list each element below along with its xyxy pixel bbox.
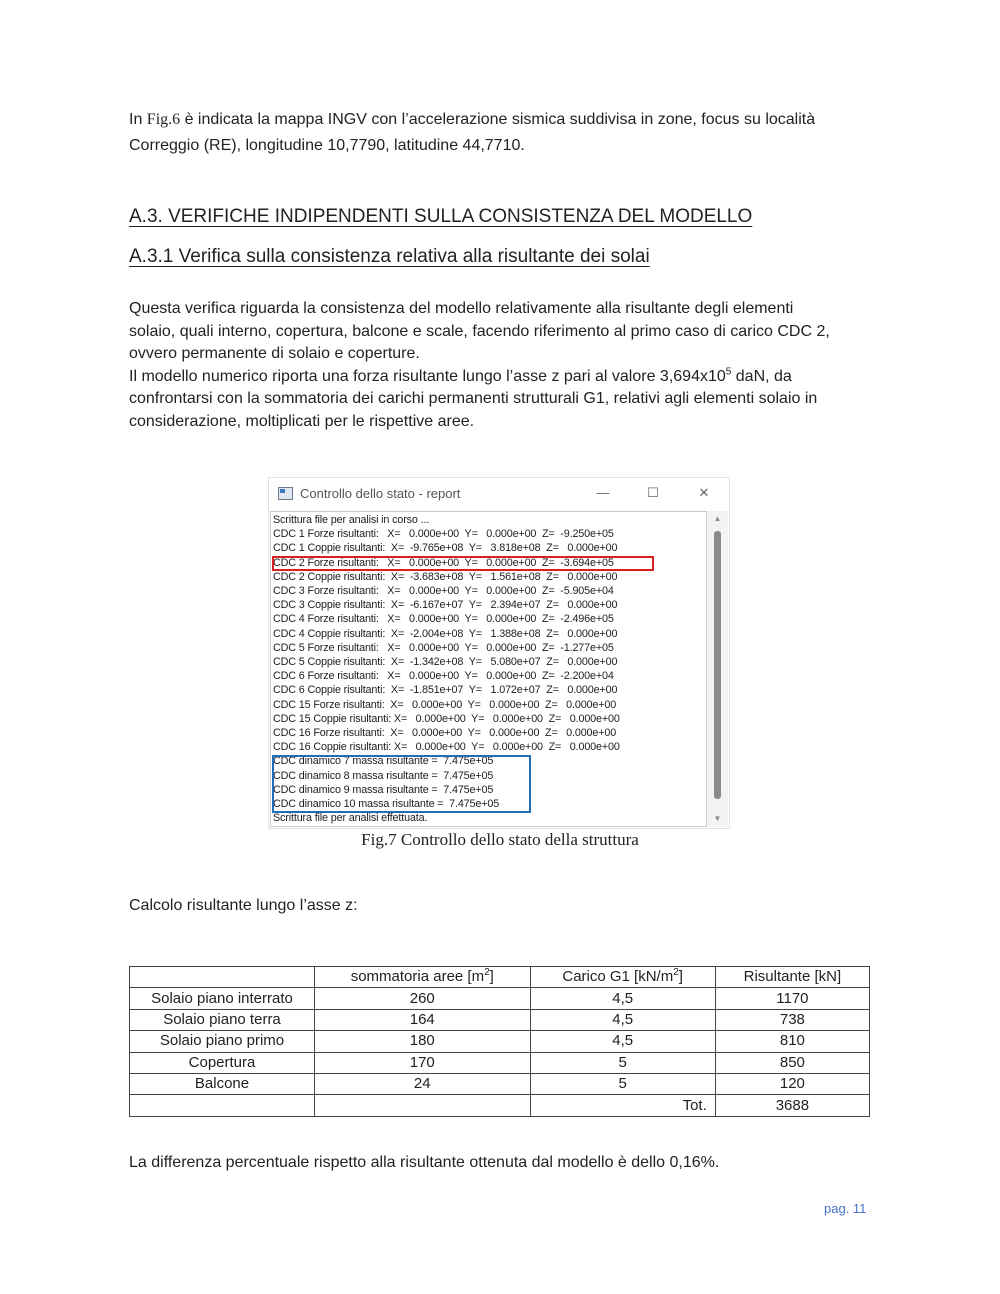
table-header-row [130,967,870,988]
figure-caption: Fig.7 Controllo dello stato della struttura [361,830,639,849]
report-line: CDC 15 Coppie risultanti: X= 0.000e+00 Y= 0.000e+00 Z= 0.000e+00 [273,712,620,725]
report-line: Scrittura file per analisi in corso ... [273,514,430,526]
report-line: CDC 5 Forze risultanti: X= 0.000e+00 Y= 0.000e+00 Z= -1.277e+05 [273,641,614,654]
table-cell: 164 [315,1009,531,1030]
page-number: pag. 11 [824,1201,867,1216]
paragraph-line: considerazione, moltiplicati per le rispettive aree. [129,412,475,430]
report-line: CDC 6 Forze risultanti: X= 0.000e+00 Y= 0.000e+00 Z= -2.200e+04 [273,670,614,683]
table-cell [130,1095,315,1116]
highlight-dynamic-mass [272,755,531,813]
report-line: CDC dinamico 7 massa risultante = 7.475e+05 [273,755,494,768]
report-line: CDC 15 Forze risultanti: X= 0.000e+00 Y= 0.000e+00 Z= 0.000e+00 [273,698,617,711]
table-cell: 120 [715,1073,869,1094]
table-cell: 5 [530,1052,715,1073]
table-cell: Balcone [130,1073,315,1094]
table-cell: 4,5 [530,988,715,1009]
table-row [130,1052,870,1073]
report-line: Scrittura file per analisi effettuata. [273,812,428,825]
table-cell [315,1095,531,1116]
table-cell: 4,5 [530,1009,715,1030]
table-cell: 4,5 [530,1031,715,1052]
table-header-cell: sommatoria aree $[m^2]$ [315,967,531,988]
report-line: CDC 4 Coppie risultanti: X= -2.004e+08 Y= 1.388e+08 Z= 0.000e+00 [273,627,618,640]
report-line: CDC dinamico 10 massa risultante = 7.475e+05 [273,798,500,810]
table-row [130,1009,870,1030]
paragraph-line: Il modello numerico riporta una forza risultante lungo l’asse z pari al valore $3,694x10^5$ daN, da [129,366,792,385]
table-row [130,1073,870,1094]
window-titlebar [269,478,729,510]
table-row [130,988,870,1009]
window-title: Controllo dello stato - report [300,486,461,501]
report-line: CDC dinamico 8 massa risultante = 7.475e+05 [273,769,494,782]
calc-label: Calcolo risultante lungo l’asse z: [129,897,358,914]
intro-paragraph [129,109,889,157]
report-line: CDC 4 Forze risultanti: X= 0.000e+00 Y= 0.000e+00 Z= -2.496e+05 [273,613,614,626]
table-cell: Solaio piano terra [130,1009,315,1030]
scroll-up-icon[interactable]: ▲ [713,514,722,523]
table-total-row [130,1095,870,1116]
table-cell: 170 [315,1052,531,1073]
table-cell: Solaio piano interrato [130,988,315,1009]
table-row [130,1031,870,1052]
table-header-cell: Risultante [kN] [715,967,869,988]
report-line: CDC 6 Coppie risultanti: X= -1.851e+07 Y= 1.072e+07 Z= 0.000e+00 [273,684,618,697]
highlight-cdc2-forces [272,556,654,571]
table-cell: 180 [315,1031,531,1052]
table-cell: 260 [315,988,531,1009]
report-line: CDC 1 Coppie risultanti: X= -9.765e+08 Y= 3.818e+08 Z= 0.000e+00 [273,542,618,555]
table-cell: Copertura [130,1052,315,1073]
report-line: CDC 3 Coppie risultanti: X= -6.167e+07 Y= 2.394e+07 Z= 0.000e+00 [273,599,618,612]
table-header-cell: Carico G1 $[kN/m^2]$ [530,967,715,988]
report-line: CDC dinamico 9 massa risultante = 7.475e+05 [273,783,494,796]
fig-6-reference: Fig.6 [146,111,181,128]
total-value: 3688 [715,1095,869,1116]
maximize-icon[interactable]: ☐ [647,485,659,500]
app-icon [278,487,293,500]
report-line: CDC 5 Coppie risultanti: X= -1.342e+08 Y= 5.080e+07 Z= 0.000e+00 [273,656,618,668]
table-cell: 24 [315,1073,531,1094]
scroll-down-icon[interactable]: ▼ [713,814,722,823]
table-cell: 1170 [715,988,869,1009]
exponent: 5 [725,366,732,378]
paragraph-line: confrontarsi con la sommatoria dei carichi permanenti strutturali G1, relativi agli elementi solaio in [129,390,818,407]
table-cell: 810 [715,1031,869,1052]
total-label: Tot. [530,1095,715,1116]
table-cell: 850 [715,1052,869,1073]
report-line: CDC 2 Coppie risultanti: X= -3.683e+08 Y= 1.561e+08 Z= 0.000e+00 [273,570,618,583]
subsection-heading: A.3.1 Verifica sulla consistenza relativa alla risultante dei solai [129,246,650,267]
body-paragraph [129,298,889,433]
table-cell: 5 [530,1073,715,1094]
section-heading: A.3. VERIFICHE INDIPENDENTI SULLA CONSISTENZA DEL MODELLO [129,206,753,227]
close-icon[interactable]: ✕ [698,485,710,500]
report-line: CDC 3 Forze risultanti: X= 0.000e+00 Y= 0.000e+00 Z= -5.905e+04 [273,585,614,597]
results-table [129,966,870,1117]
report-line: CDC 16 Forze risultanti: X= 0.000e+00 Y= 0.000e+00 Z= 0.000e+00 [273,727,617,739]
report-line: CDC 2 Forze risultanti: X= 0.000e+00 Y= 0.000e+00 Z= -3.694e+05 [273,556,614,569]
intro-line-1: In Fig.6 è indicata la mappa INGV con l’accelerazione sismica suddivisa in zone, focus su località [129,111,816,128]
table-cell: Solaio piano primo [130,1031,315,1052]
paragraph-line: Questa verifica riguarda la consistenza del modello relativamente alla risultante degli elementi [129,300,794,317]
report-line: CDC 1 Forze risultanti: X= 0.000e+00 Y= 0.000e+00 Z= -9.250e+05 [273,528,614,541]
vertical-scrollbar[interactable] [707,511,728,827]
table-header-cell [130,967,315,988]
report-window [268,477,730,829]
paragraph-line: ovvero permanente di solaio e coperture. [129,345,420,362]
report-line: CDC 16 Coppie risultanti: X= 0.000e+00 Y= 0.000e+00 Z= 0.000e+00 [273,741,620,754]
table-cell: 738 [715,1009,869,1030]
paragraph-line: solaio, quali interno, copertura, balcone e scale, facendo riferimento al primo caso di carico CDC 2, [129,322,830,340]
minimize-icon[interactable]: — [596,485,610,500]
conclusion-text: La differenza percentuale rispetto alla risultante ottenuta dal modello è dello 0,16%. [129,1154,720,1171]
report-textarea[interactable] [270,511,707,827]
scroll-thumb[interactable] [714,531,721,799]
intro-line-2: Correggio (RE), longitudine 10,7790, latitudine 44,7710. [129,136,525,154]
